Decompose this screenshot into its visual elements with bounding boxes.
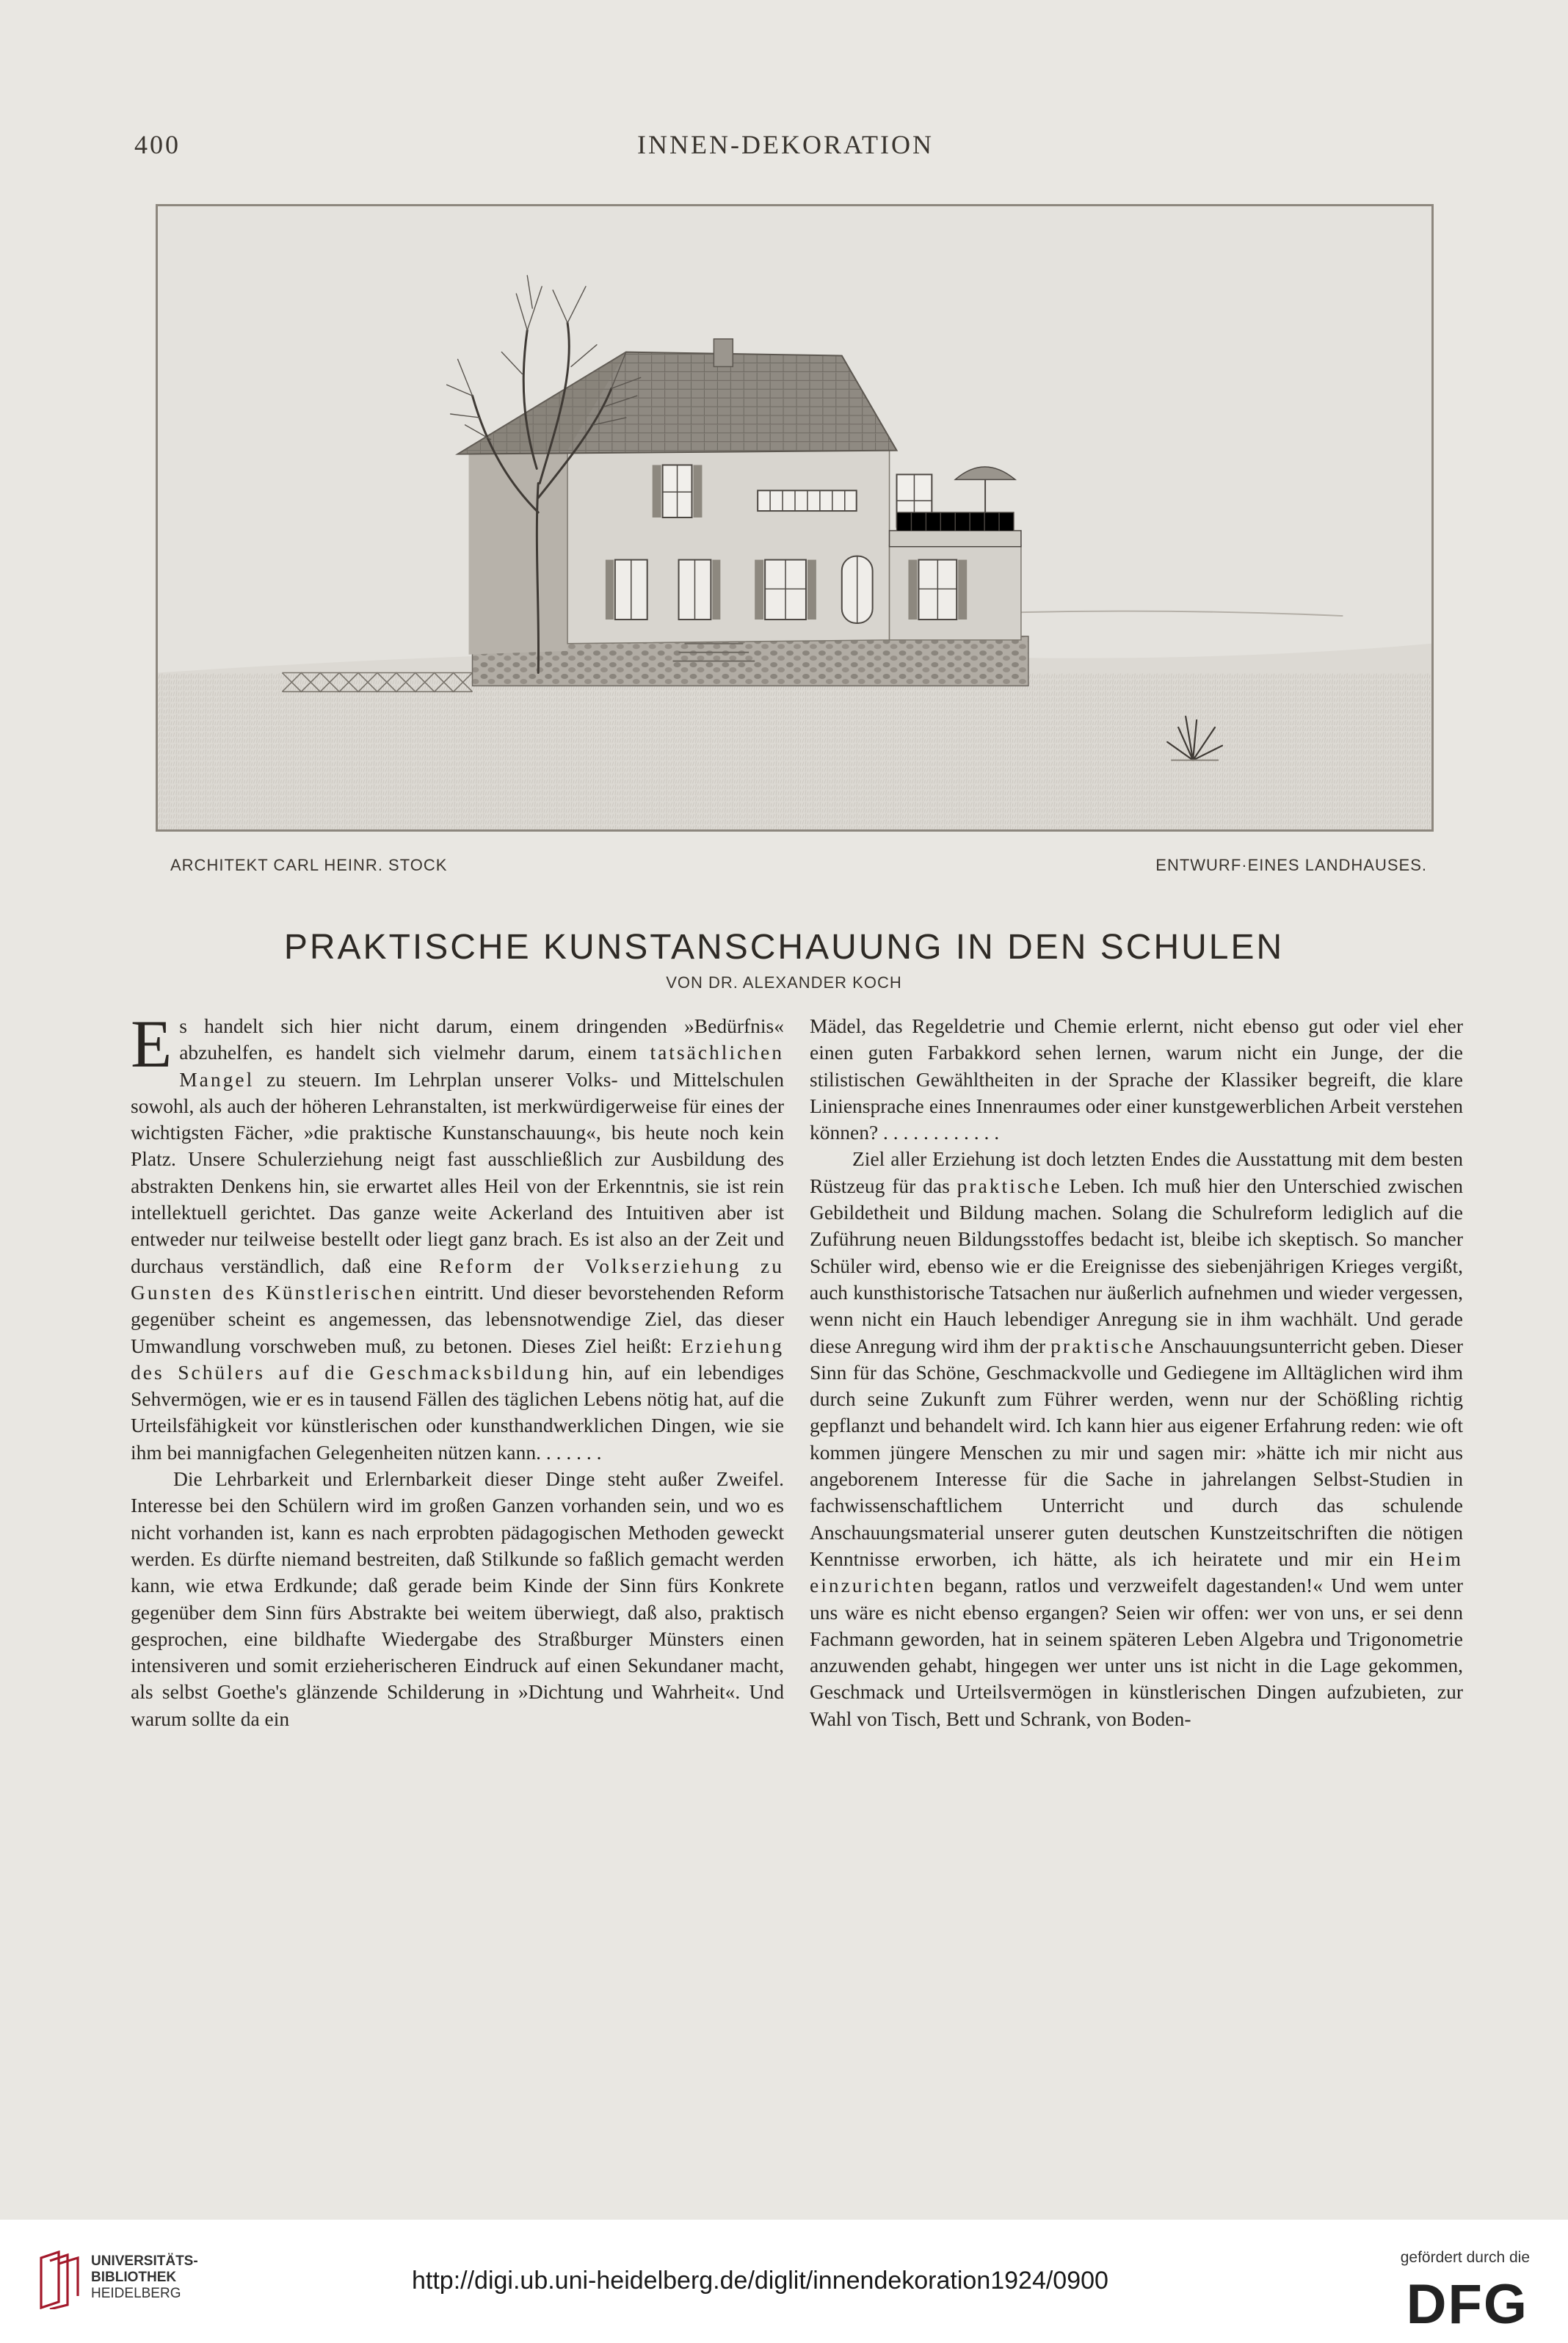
library-name-line: UNIVERSITÄTS- — [91, 2253, 198, 2269]
text-run: Leben. Ich muß hier den Unterschied zwischen Gebildetheit und Bildung machen. Solang die Schulreform lediglich auf die Zuführung neuen Bildungsstoffes bedacht ist, bleibe ich skeptisch. So mancher Schüler wird, ebenso wie er die Ereignisse des siebenjährigen Krieges vergißt, auch kunsthistorische Tatsachen nur äußerlich aufnehmen und wieder vergessen, wenn nicht ein Hauch lebendiger Anregung sie in ihm wachhält. Und gerade diese Anregung wird ihm der — [810, 1174, 1463, 1357]
caption-design: ENTWURF·EINES LANDHAUSES. — [1155, 856, 1427, 874]
page-number: 400 — [134, 130, 181, 159]
article-title: PRAKTISCHE KUNSTANSCHAUUNG IN DEN SCHULEN — [283, 928, 1285, 967]
paragraph — [810, 1146, 1463, 1732]
funding-claim: gefördert durch die — [1400, 2249, 1530, 2266]
text-column-right — [810, 1013, 1463, 2077]
house-drawing-illustration — [156, 204, 1434, 832]
library-name[interactable] — [91, 2253, 198, 2302]
journal-title: INNEN-DEKORATION — [637, 130, 934, 159]
permalink-url[interactable]: http://digi.ub.uni-heidelberg.de/diglit/innendekoration1924/0900 — [412, 2267, 1108, 2295]
running-head — [0, 129, 1568, 173]
caption-architect: ARCHITEKT CARL HEINR. STOCK — [170, 856, 448, 874]
article-byline: VON DR. ALEXANDER KOCH — [666, 973, 902, 992]
text-column-left — [131, 1006, 784, 2077]
university-library-logo-icon[interactable] — [37, 2251, 84, 2309]
house-sketch — [158, 206, 1431, 829]
text-run: hin, auf ein lebendiges Sehvermögen, wie er es in tausend Fällen des täglichen Lebens nötig hat, auf die Urteilsfähigkeit vor künstlerischen oder kunsthandwerklichen Dingen, wie sie ihm bei mannigfachen Gelegenheiten nützen kann. . . . . . . — [131, 1360, 784, 1464]
emphasis: Heim einzurichten — [810, 1547, 1463, 1597]
viewer-footer — [0, 2220, 1568, 2343]
paragraph: Mädel, das Regeldetrie und Chemie erlernt, nicht ebenso gut oder viel eher einen guten Farbakkord sehen lernen, warum nicht ein Junge, der die stilistischen Gewähltheiten in der Sprache der Klassiker begreift, die klare Liniensprache eines Innenraumes oder einer kunstgewerblichen Arbeit verstehen können? . . . . . . . . . . . . — [810, 1014, 1463, 1144]
emphasis: praktische — [1050, 1334, 1156, 1357]
text-run: s handelt sich hier nicht darum, einem dringenden »Bedürfnis« abzuhelfen, es handelt sich vielmehr darum, einem — [179, 1014, 784, 1064]
drop-cap: E — [131, 1006, 173, 1081]
text-run: begann, ratlos und verzweifelt dagestanden!« Und wem unter uns wäre es nicht ebenso ergangen? Seien wir offen: wer von uns, er sei denn Fachmann geworden, hat in seinem späteren Leben Algebra und Trigonometrie anzuwenden gehabt, hingegen wer unter uns ist nicht in die Lage gekommen, Geschmack und Urteilsvermögen in künstlerischen Dingen aufzubieten, zur Wahl von Tisch, Bett und Schrank, von Boden- — [810, 1574, 1463, 1730]
library-name-line: HEIDELBERG — [91, 2286, 181, 2301]
emphasis: Erziehung des Schülers auf die Geschmacksbildung — [131, 1334, 784, 1384]
emphasis: Reform der Volkserziehung zu Gunsten des Künstlerischen — [131, 1254, 784, 1304]
text-run: zu steuern. Im Lehrplan unserer Volks- und Mittelschulen sowohl, als auch der höheren Lehranstalten, ist merkwürdigerweise für eines der wichtigsten Fächer, »die praktische Kunstanschauung«, bis heute noch kein Platz. Unsere Schulerziehung neigt fast ausschließlich zur Ausbildung des abstrakten Denkens hin, sie erwartet alles Heil von der Erkenntnis, sie ist rein intellektuell gerichtet. Das ganze weite Ackerland des Intuitiven aber ist entweder nur teilweise bestellt oder liegt ganz brach. Es ist also an der Zeit und durchaus verständlich, daß eine — [131, 1067, 784, 1277]
text-run: eintritt. Und dieser bevorstehenden Reform gegenüber scheint es angemessen, das lebensnotwendige Ziel, das dieser Umwandlung vorschweben muß, zu betonen. Dieses Ziel heißt: — [131, 1280, 784, 1357]
text-run: Ziel aller Erziehung ist doch letzten Endes die Ausstattung mit dem besten Rüstzeug für das — [810, 1147, 1463, 1197]
paragraph: Die Lehrbarkeit und Erlernbarkeit dieser Dinge steht außer Zweifel. Interesse bei den Schülern wird im großen Ganzen vorhanden sein, und wo es nicht vorhanden ist, kann es nach erprobten pädagogischen Methoden geweckt werden. Es dürfte niemand bestreiten, daß Stilkunde so faßlich gemacht werden kann, wie etwa Erdkunde; daß gerade beim Kinde der Sinn fürs Konkrete gegenüber dem Sinn fürs Abstrakte bei weitem überwiegt, daß also, praktisch gesprochen, eine bildhafte Wiedergabe des Straßburger Münsters einen intensiveren und somit erzieherischeren Eindruck auf einen Sekundaner macht, als selbst Goethe's glänzende Schilderung in »Dichtung und Wahrheit«. Und warum sollte da ein — [131, 1467, 784, 1730]
emphasis: tatsächlichen Mangel — [179, 1041, 784, 1091]
paragraph — [131, 1006, 784, 1466]
library-name-line: BIBLIOTHEK — [91, 2270, 177, 2285]
emphasis: praktische — [957, 1174, 1062, 1197]
dfg-logo[interactable]: DFG — [1406, 2273, 1528, 2336]
text-run: Anschauungsunterricht geben. Dieser Sinn für das Schöne, Geschmackvolle und Gediegene im Alltäglichen wird ihm durch seine Zukunft zum Führer werden, wenn nur der Schößling richtig gepflanzt und behandelt wird. Ich kann hier aus eigener Erfahrung reden: wie oft kommen jüngere Menschen zu mir und sagen mir: »hätte ich mir nicht aus angeborenem Interesse für die Sache in jahrelangen Selbst-Studien in fachwissenschaftlichem Unterricht und durch das schulende Anschauungsmaterial unserer guten deutschen Kunstzeitschriften die nötigen Kenntnisse erworben, ich hätte, als ich heiratete und mir ein — [810, 1334, 1463, 1570]
